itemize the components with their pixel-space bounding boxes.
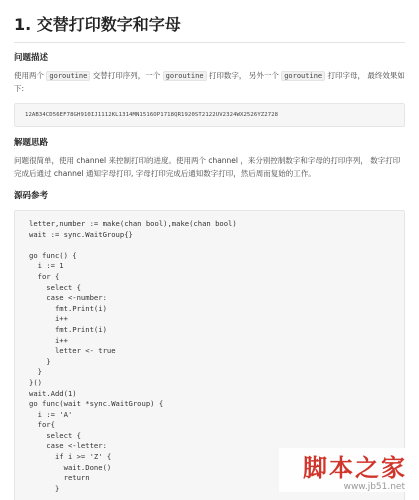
code-line: i++ xyxy=(29,314,68,324)
section-heading-idea: 解题思路 xyxy=(14,138,49,148)
page-title: 1. 交替打印数字和字母 xyxy=(14,14,405,43)
inline-code-goroutine: goroutine xyxy=(163,71,207,81)
output-sample-block xyxy=(14,103,405,127)
code-line: for { xyxy=(29,271,60,281)
watermark-url: www.jb51.net xyxy=(343,482,405,492)
code-line: wait.Add(1) xyxy=(29,388,77,398)
problem-paragraph xyxy=(14,70,405,95)
section-heading-problem: 问题描述 xyxy=(14,53,49,63)
code-line: fmt.Print(i) xyxy=(29,303,107,313)
code-line: go func() { xyxy=(29,250,77,260)
inline-code-goroutine: goroutine xyxy=(46,71,90,81)
code-line: case <-number: xyxy=(29,293,107,303)
code-line: i++ xyxy=(29,335,68,345)
idea-paragraph: 问题很简单，使用 channel 来控制打印的进度。使用两个 channel ，来分别控制数字和字母的打印序列， 数字打印完成后通过 channel 通知字母打印, 字母打印完成后通知数字打印，然后周而复始的工作。 xyxy=(14,156,401,178)
code-line: wait.Done() xyxy=(29,462,112,472)
code-line: for{ xyxy=(29,420,55,430)
code-line: fmt.Print(i) xyxy=(29,324,107,334)
problem-text-1: 使用两个 xyxy=(14,71,47,80)
code-line: select { xyxy=(29,430,81,440)
code-line: i := 'A' xyxy=(29,409,73,419)
code-line: letter,number := make(chan bool),make(chan bool) xyxy=(29,219,237,228)
code-line: go func(wait *sync.WaitGroup) { xyxy=(29,399,164,409)
code-line: return xyxy=(29,473,90,483)
problem-text-4: 打印字母， 最终效果如下: xyxy=(14,71,405,93)
code-line: case <-letter: xyxy=(29,441,107,451)
code-line: if i >= 'Z' { xyxy=(29,452,112,462)
code-line: } xyxy=(29,367,42,377)
code-line: letter <- true xyxy=(29,346,116,356)
code-line: }() xyxy=(29,377,42,387)
code-line xyxy=(29,240,390,251)
code-line: } xyxy=(29,356,51,366)
code-line: i := 1 xyxy=(29,261,64,271)
problem-text-3: 打印数字， 另外一个 xyxy=(206,71,282,80)
inline-code-goroutine: goroutine xyxy=(281,71,325,81)
section-heading-code: 源码参考 xyxy=(14,191,49,201)
output-sample-text: 12AB34CD56EF78GH910IJ1112KL1314MN1516OP1718QR1920ST2122UV2324WX2526YZ2728 xyxy=(25,112,279,118)
code-line: } xyxy=(29,483,60,493)
watermark-logo: 脚本之家 xyxy=(303,453,407,482)
code-line: select { xyxy=(29,282,81,292)
problem-text-2: 交替打印序列，一个 xyxy=(90,71,163,80)
code-line: wait := sync.WaitGroup{} xyxy=(29,229,133,239)
watermark xyxy=(279,448,409,492)
